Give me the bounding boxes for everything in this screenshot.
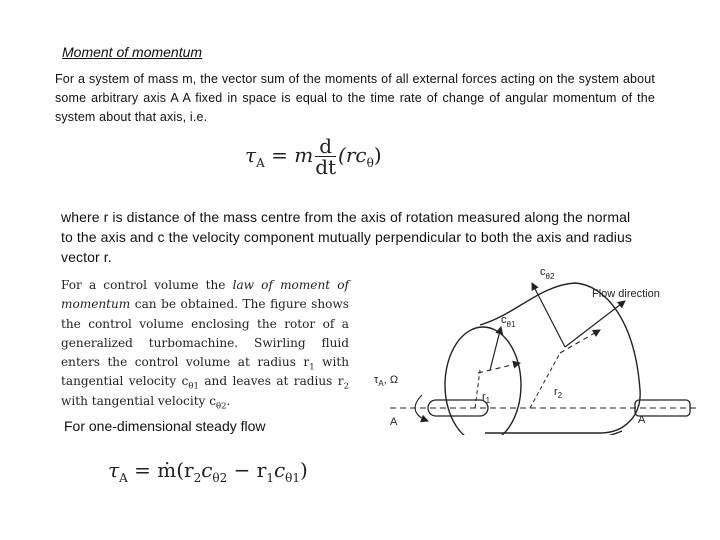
eq2-sub-1: 2 <box>193 471 202 485</box>
cv-sub-3: 2 <box>343 381 349 392</box>
c-theta2-arrow <box>532 283 565 347</box>
shaft-left <box>428 400 488 416</box>
eq2-tau-sub: A <box>119 471 128 485</box>
cv-law-phrase: law of moment of momentum <box>61 278 350 312</box>
eq2-minus: − r <box>227 458 267 482</box>
radius-r2 <box>530 353 560 408</box>
eq1-derivative <box>315 136 336 177</box>
c-theta1-label: $c_{\theta 1}$ <box>501 314 516 329</box>
intro-paragraph: For a system of mass m, the vector sum of the moments of all external forces acting on the system about some arbitrary axis A A fixed in space is equal to the time rate of change of angular momentum of the system about that axis, i.e. <box>55 72 655 124</box>
equation-euler-turbomachine <box>108 458 308 485</box>
flow-arrow-mid <box>560 330 600 353</box>
eq2-tau: τ <box>108 458 120 482</box>
cv-text-7: . <box>226 393 231 408</box>
control-volume-paragraph <box>61 276 349 411</box>
axis-label-right: A <box>638 414 646 426</box>
eq1-denominator: dt <box>315 155 337 179</box>
definition-paragraph: where r is distance of the mass centre from the axis of rotation measured along the normal to the axis and c the velocity component mutually perpendicular to both the axis and radius vector r. <box>61 209 632 265</box>
eq1-equals: = <box>271 143 288 167</box>
eq1-close: ) <box>373 143 382 167</box>
c-theta2-label: $c_{\theta 2}$ <box>540 266 555 281</box>
eq1-tau: τ <box>245 143 257 167</box>
flow-direction-label: Flow direction <box>592 288 660 300</box>
cv-text-1: For a control volume the <box>61 278 233 292</box>
cv-text-4: with tangential velocity c <box>61 355 349 389</box>
eq1-bracket: (rc <box>338 143 367 167</box>
inlet-face <box>445 327 521 435</box>
steady-flow-label: For one-dimensional steady flow <box>64 418 266 434</box>
axis-label-left: A <box>390 416 398 428</box>
flow-arrow-inlet <box>478 363 520 373</box>
eq2-sub-2: θ2 <box>212 471 228 485</box>
cv-text-6: with tangential velocity c <box>61 393 216 408</box>
radius-r1 <box>475 370 480 408</box>
cv-text-5: and leaves at radius r <box>198 374 344 389</box>
control-volume-outline <box>480 283 640 433</box>
eq2-c1: c <box>201 458 213 482</box>
torque-omega-label: $\tau_A$, Ω <box>374 374 399 388</box>
equation-angular-momentum <box>245 136 382 177</box>
c-theta1-arrow <box>490 327 501 370</box>
eq2-close: ) <box>300 458 308 482</box>
section-heading: Moment of momentum <box>62 44 203 60</box>
eq2-rhs: = ṁ(r <box>134 458 194 482</box>
eq1-tau-sub: A <box>256 156 265 170</box>
cv-sub-2: θ1 <box>188 381 199 392</box>
cv-sub-4: θ2 <box>216 401 227 412</box>
control-volume-figure <box>360 255 700 435</box>
eq2-sub-3: 1 <box>266 471 274 485</box>
eq1-mass: m <box>294 143 314 167</box>
eq1-numerator: d <box>315 136 336 157</box>
eq2-sub-4: θ1 <box>285 471 301 485</box>
flow-direction-arrow <box>565 301 625 347</box>
r1-label: $r_1$ <box>482 391 491 405</box>
eq2-c2: c <box>273 458 286 482</box>
r2-label: $r_2$ <box>554 386 563 400</box>
eq1-theta-sub: θ <box>366 156 374 170</box>
cv-text-3: can be obtained. The figure shows the control volume enclosing the rotor of a generalized turbomachine. Swirling fluid enters the control volume at radius r <box>61 297 349 370</box>
cv-sub-1: 1 <box>309 362 315 373</box>
